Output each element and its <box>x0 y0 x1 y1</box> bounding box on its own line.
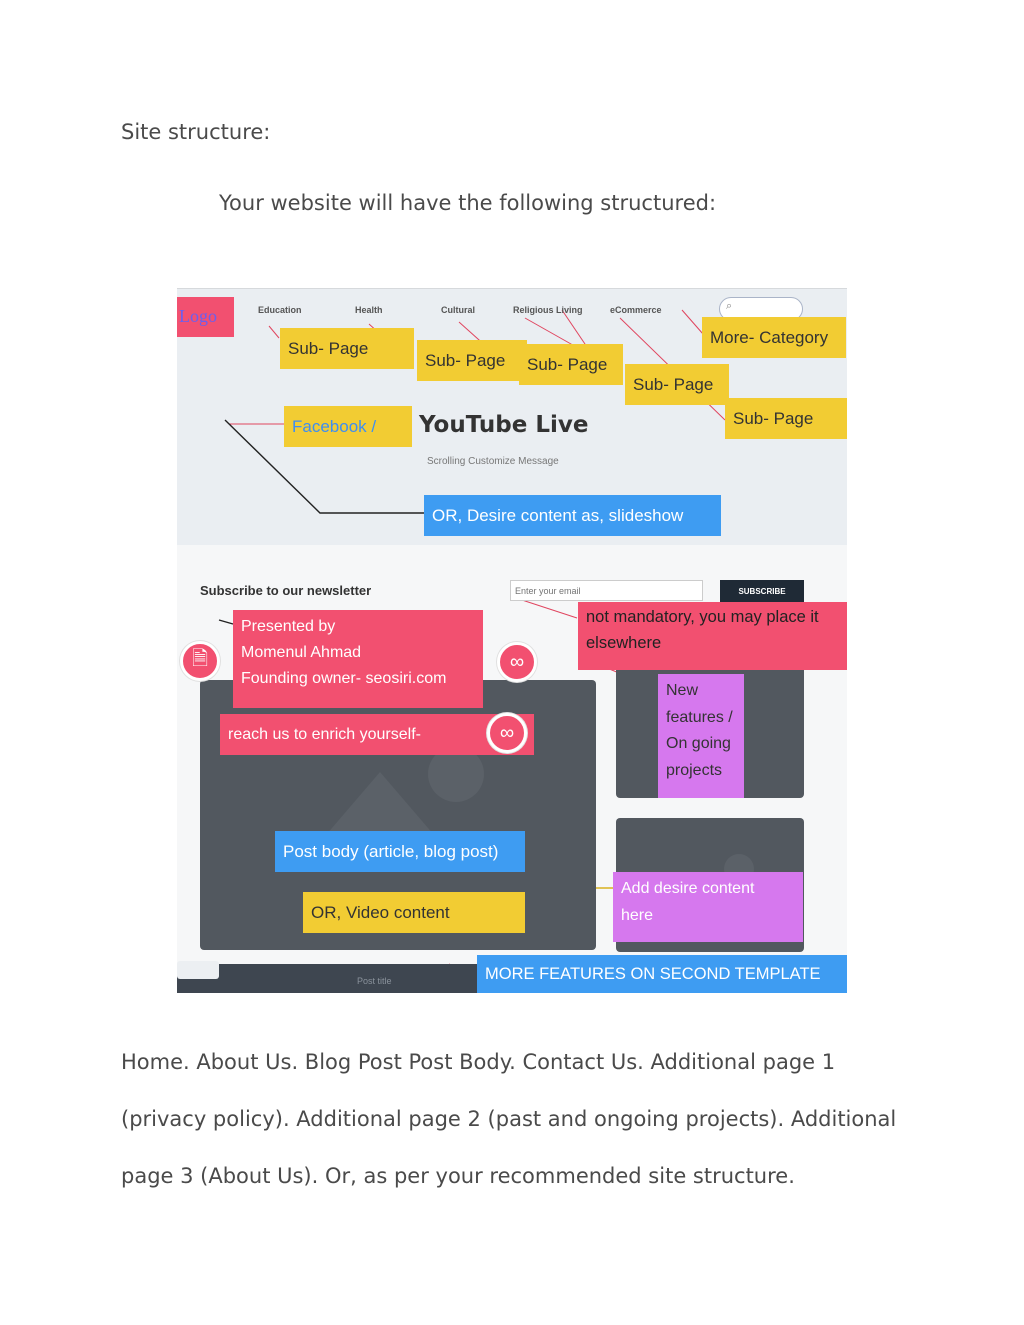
document-icon[interactable]: 🗎 <box>180 641 220 681</box>
subpage-label-3: Sub- Page <box>519 344 623 385</box>
nav-item-education[interactable]: Education <box>258 305 302 315</box>
slideshow-label: OR, Desire content as, slideshow <box>424 495 721 536</box>
author-role: Founding owner- seosiri.com <box>241 670 447 687</box>
section-heading: Site structure: <box>121 120 271 144</box>
reach-us-box: reach us to enrich yourself- <box>220 714 534 755</box>
new-features-line-1: New <box>666 682 699 699</box>
nav-item-religious-living[interactable]: Religious Living <box>513 305 583 315</box>
site-structure-mockup <box>177 288 847 993</box>
bottom-strip <box>177 964 477 993</box>
link-icon[interactable]: ∞ <box>487 713 527 753</box>
not-mandatory-line-1: not mandatory, you may place it <box>586 608 819 626</box>
new-features-line-2: features / <box>666 708 733 726</box>
presented-by-box <box>233 610 483 708</box>
subpage-label-1: Sub- Page <box>280 328 414 369</box>
newsletter-title: Subscribe to our newsletter <box>200 583 372 598</box>
not-mandatory-line-2: elsewhere <box>586 634 662 652</box>
author-name: Momenul Ahmad <box>241 644 362 661</box>
new-features-box <box>658 674 744 798</box>
logo-box[interactable] <box>177 297 234 337</box>
post-title: Post title <box>357 976 392 986</box>
subpage-label-2: Sub- Page <box>417 340 527 381</box>
facebook-label: Facebook / <box>284 406 412 447</box>
not-mandatory-box <box>578 602 847 670</box>
bottom-tab <box>177 961 219 979</box>
add-content-line-2: here <box>621 906 654 924</box>
intro-text: Your website will have the following structured: <box>219 191 717 215</box>
youtube-live-title: YouTube Live <box>419 412 589 438</box>
new-features-line-3: On going <box>666 735 731 752</box>
more-category-label: More- Category <box>702 317 846 358</box>
nav-item-cultural[interactable]: Cultural <box>441 305 476 315</box>
search-icon: ⌕ <box>726 300 733 312</box>
scrolling-message: Scrolling Customize Message <box>427 456 559 467</box>
subscribe-button[interactable]: SUBSCRIBE <box>720 580 804 602</box>
link-icon[interactable]: ∞ <box>497 642 537 682</box>
site-structure-paragraph: Home. About Us. Blog Post Post Body. Contact Us. Additional page 1 (privacy policy). Additional page 2 (past and ongoing projects). Additional page 3 (About Us). Or, as per your recommended site structure. <box>121 1050 897 1188</box>
newsletter-email-input[interactable] <box>510 580 703 601</box>
new-features-line-4: projects <box>666 761 723 779</box>
nav-item-health[interactable]: Health <box>355 305 383 315</box>
subpage-label-4: Sub- Page <box>625 364 729 405</box>
post-body-label: Post body (article, blog post) <box>275 831 525 872</box>
presented-by-line: Presented by <box>241 618 336 635</box>
video-content-label: OR, Video content <box>303 892 525 933</box>
more-features-label: MORE FEATURES ON SECOND TEMPLATE <box>477 955 847 993</box>
add-content-line-1: Add desire content <box>621 880 755 897</box>
add-content-box <box>613 872 803 942</box>
subpage-label-5: Sub- Page <box>725 398 847 439</box>
nav-item-ecommerce[interactable]: eCommerce <box>610 305 662 315</box>
logo-text: Logo <box>179 306 217 326</box>
